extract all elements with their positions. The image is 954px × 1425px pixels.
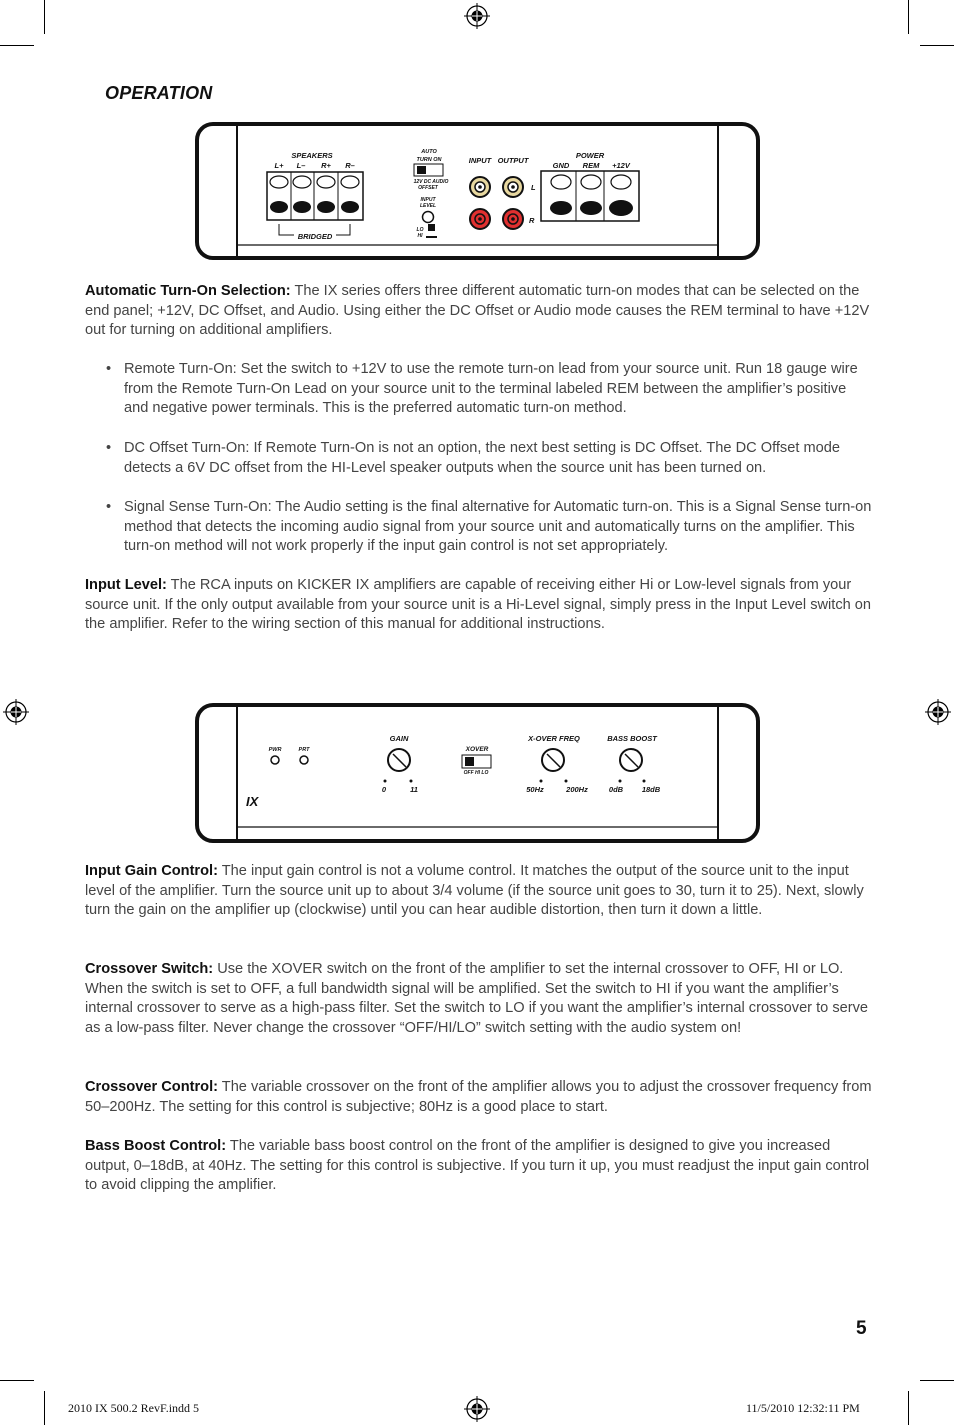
bass-boost-knob[interactable] xyxy=(620,749,642,771)
input-gain-paragraph xyxy=(85,862,875,921)
amplifier-end-panel-diagram xyxy=(195,122,760,260)
gain-min-label: 0 xyxy=(381,785,387,794)
crop-mark xyxy=(44,0,45,34)
power-terminal-label: GND xyxy=(552,161,570,170)
xover-label: XOVER xyxy=(465,746,489,753)
bullet-icon: • xyxy=(106,499,112,515)
rca-output-right-icon xyxy=(503,209,523,229)
paragraph-title: Input Level: xyxy=(85,577,167,593)
speaker-terminal-label: L– xyxy=(296,161,306,170)
bullet-icon: • xyxy=(106,361,112,377)
rca-input-left-icon xyxy=(470,177,490,197)
input-level-label: INPUT xyxy=(420,197,436,203)
paragraph-text: The variable crossover on the front of the amplifier allows you to adjust the crossover frequency from 50–200Hz. The setting for this control is subjective; 80Hz is a good place to start. xyxy=(85,1079,872,1115)
lo-label: LO xyxy=(416,227,424,233)
input-label: INPUT xyxy=(468,156,492,165)
crop-mark xyxy=(44,1391,45,1425)
page-title: OPERATION xyxy=(105,83,213,103)
right-channel-label: R xyxy=(529,216,535,225)
bullet-icon: • xyxy=(106,440,112,456)
auto-turn-on-label: TURN ON xyxy=(416,157,442,163)
power-label: POWER xyxy=(575,151,605,160)
xover-switch-positions: OFF HI LO xyxy=(463,770,489,776)
prt-label: PRT xyxy=(298,747,310,753)
paragraph-text: The input gain control is not a volume control. It matches the output of the source unit to the input level of the amplifier. Turn the source unit up to about 3/4 volume (if the source unit goes to 30, turn it to 25). Next, slowly turn the gain on the amplifier up (clockwise) until you can hear audible distortion, then turn it down a little. xyxy=(85,863,864,919)
crop-mark xyxy=(920,45,954,46)
paragraph-title: Automatic Turn-On Selection: xyxy=(85,283,291,299)
registration-mark-icon xyxy=(464,1396,490,1422)
output-label: OUTPUT xyxy=(497,156,529,165)
input-level-paragraph xyxy=(85,576,875,635)
boost-max-label: 18dB xyxy=(641,785,661,794)
paragraph-text: The RCA inputs on KICKER IX amplifiers are capable of receiving either Hi or Low-level signals from your source unit. If the only output available from your source unit is a Hi-Level signal, simply press in the Input Level switch on the amplifier. Refer to the wiring section of this manual for additional instructions. xyxy=(85,577,872,633)
rca-input-right-icon xyxy=(470,209,490,229)
crop-mark xyxy=(0,45,34,46)
bass-boost-label: BASS BOOST xyxy=(607,734,657,743)
list-item xyxy=(106,498,874,557)
power-terminal-label: +12V xyxy=(612,161,630,170)
paragraph-title: Input Gain Control: xyxy=(85,863,218,879)
paragraph-title: Crossover Switch: xyxy=(85,961,214,977)
registration-mark-icon xyxy=(464,3,490,29)
paragraph-text: The IX series offers three different automatic turn-on modes that can be selected on the end panel; +12V, DC Offset, and Audio. Using either the DC Offset or Audio mode causes the REM terminal to have +12V out for turning on additional amplifiers. xyxy=(85,283,870,339)
gain-label: GAIN xyxy=(389,734,409,743)
input-level-label: LEVEL xyxy=(419,203,437,209)
rca-output-left-icon xyxy=(503,177,523,197)
slug-filename: 2010 IX 500.2 RevF.indd 5 xyxy=(68,1401,200,1415)
auto-turn-on-paragraph xyxy=(85,282,875,341)
left-channel-label: L xyxy=(531,183,536,192)
power-terminal-label: REM xyxy=(582,161,600,170)
paragraph-title: Bass Boost Control: xyxy=(85,1138,227,1154)
gain-max-label: 11 xyxy=(410,785,418,794)
crop-mark xyxy=(920,1380,954,1381)
freq-min-label: 50Hz xyxy=(526,785,544,794)
list-item xyxy=(106,360,874,419)
speaker-terminal-label: R– xyxy=(345,161,355,170)
list-item-text: DC Offset Turn-On: If Remote Turn-On is not an option, the next best setting is DC Offset. The DC Offset mode detects a 6V DC offset from the HI-Level speaker outputs when the source unit has been turned on. xyxy=(124,440,840,476)
crop-mark xyxy=(908,1391,909,1425)
paragraph-text: Use the XOVER switch on the front of the amplifier to set the internal crossover to OFF, HI or LO. When the switch is set to OFF, a full bandwidth signal will be amplified. Set the switch to HI if you want the amplifier’s internal crossover to serve as a high-pass filter. Set the switch to LO if you want the amplifier’s internal crossover to serve as a low-pass filter. Never change the crossover “OFF/HI/LO” switch setting with the audio system on! xyxy=(85,961,869,1036)
turn-on-switch-positions: 12V DC AUDIO xyxy=(413,179,449,185)
list-item xyxy=(106,439,874,478)
registration-mark-icon xyxy=(925,699,951,725)
amplifier-front-panel-diagram xyxy=(195,703,760,843)
xover-freq-knob[interactable] xyxy=(542,749,564,771)
hi-label: HI xyxy=(417,233,423,239)
paragraph-title: Crossover Control: xyxy=(85,1079,218,1095)
crossover-switch-paragraph xyxy=(85,960,875,1038)
auto-turn-on-label: AUTO xyxy=(421,149,437,155)
bass-boost-paragraph xyxy=(85,1137,875,1196)
offset-label: OFFSET xyxy=(418,185,438,191)
gain-knob[interactable] xyxy=(388,749,410,771)
slug-timestamp: 11/5/2010 12:32:11 PM xyxy=(746,1401,860,1415)
crop-mark xyxy=(908,0,909,34)
list-item-text: Signal Sense Turn-On: The Audio setting is the final alternative for Automatic turn-on. This is a Signal Sense turn-on method that detects the incoming audio signal from your source unit and automatically turns on the amplifier. This turn-on method will not work properly if the input gain control is not set appropriately. xyxy=(124,499,872,555)
speaker-terminal-label: L+ xyxy=(274,161,284,170)
xover-freq-label: X-OVER FREQ xyxy=(528,734,580,743)
speaker-terminal-label: R+ xyxy=(321,161,331,170)
model-label: IX xyxy=(246,794,259,809)
crop-mark xyxy=(0,1380,34,1381)
pwr-label: PWR xyxy=(268,747,282,753)
boost-min-label: 0dB xyxy=(608,785,624,794)
paragraph-text: The variable bass boost control on the front of the amplifier is designed to give you increased output, 0–18dB, at 40Hz. The setting for this control is subjective. If you turn it up, you must readjust the input gain control to avoid clipping the amplifier. xyxy=(85,1138,870,1194)
page-number: 5 xyxy=(856,1318,867,1339)
crossover-control-paragraph xyxy=(85,1078,875,1117)
bridged-label: BRIDGED xyxy=(297,232,333,241)
registration-mark-icon xyxy=(3,699,29,725)
list-item-text: Remote Turn-On: Set the switch to +12V to use the remote turn-on lead from your source unit. Run 18 gauge wire from the Remote Turn-On Lead on your source unit to the terminal labeled REM between the amplifier’s positive and negative power terminals. This is the preferred automatic turn-on method. xyxy=(124,361,858,417)
speakers-label: SPEAKERS xyxy=(291,151,333,160)
freq-max-label: 200Hz xyxy=(566,785,588,794)
